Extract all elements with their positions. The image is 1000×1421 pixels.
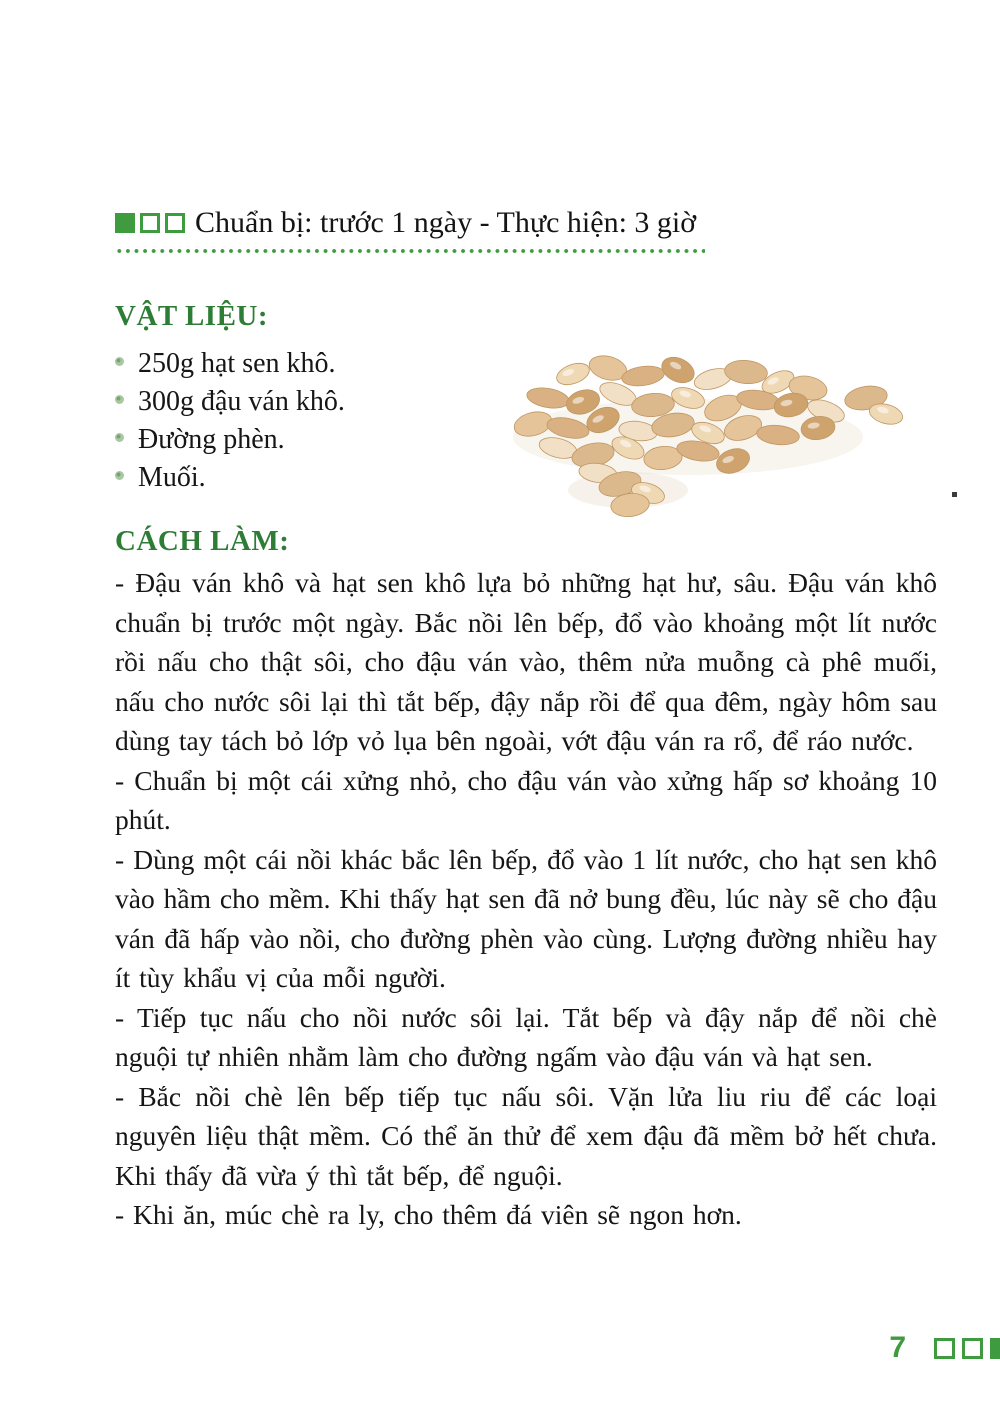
scan-speck (952, 492, 957, 497)
filled-square-icon (115, 213, 135, 233)
list-item (115, 459, 535, 497)
step-paragraph: - Đậu ván khô và hạt sen khô lựa bỏ những hạt hư, sâu. Đậu ván khô chuẩn bị trước một ngày. Bắc nồi lên bếp, đổ vào khoảng một lít nước rồi nấu cho thật sôi, cho đậu ván vào, thêm nửa muỗng cà phê muối, nấu cho nước sôi lại thì tắt bếp, đậy nắp rồi để qua đêm, ngày hôm sau dùng tay tách bỏ lớp vỏ lụa bên ngoài, vớt đậu ván ra rổ, để ráo nước. (115, 567, 937, 756)
outline-square-icon (140, 213, 160, 233)
bullet-icon (115, 471, 124, 480)
step-paragraph: - Khi ăn, múc chè ra ly, cho thêm đá viên sẽ ngon hơn. (115, 1199, 742, 1230)
ingredients-section (115, 300, 535, 497)
outline-square-icon (962, 1338, 983, 1359)
step-paragraph: - Chuẩn bị một cái xửng nhỏ, cho đậu ván vào xửng hấp sơ khoảng 10 phút. (115, 764, 937, 835)
outline-square-icon (165, 213, 185, 233)
prep-time-header (115, 206, 815, 240)
header-squares (115, 213, 185, 233)
beans-photo (478, 332, 910, 518)
ingredients-list (115, 345, 535, 497)
ingredient-text: 250g hạt sen khô. (138, 348, 336, 379)
list-item (115, 383, 535, 421)
list-item (115, 345, 535, 383)
footer-squares (934, 1338, 1000, 1359)
step-paragraph: - Tiếp tục nấu cho nồi nước sôi lại. Tắt bếp và đậy nắp để nồi chè nguội tự nhiên nhằm làm cho đường ngấm vào đậu ván và hạt sen. (115, 1001, 937, 1072)
ingredient-text: Đường phèn. (138, 424, 285, 455)
ingredients-title: VẬT LIỆU: (115, 300, 269, 332)
ingredient-text: Muối. (138, 462, 206, 493)
bullet-icon (115, 433, 124, 442)
method-title: CÁCH LÀM: (115, 525, 290, 557)
page-footer (889, 1331, 1000, 1365)
outline-square-icon (934, 1338, 955, 1359)
bullet-icon (115, 395, 124, 404)
method-steps (115, 563, 937, 1235)
page-number: 7 (889, 1331, 906, 1364)
method-section (115, 525, 937, 1235)
step-paragraph: - Dùng một cái nồi khác bắc lên bếp, đổ vào 1 lít nước, cho hạt sen khô vào hầm cho mềm. Khi thấy hạt sen đã nở bung đều, lúc này sẽ cho đậu ván đã hấp vào nồi, cho đường phèn vào cùng. Lượng đường nhiều hay ít tùy khẩu vị của mỗi người. (115, 843, 937, 993)
prep-time-text: Chuẩn bị: trước 1 ngày - Thực hiện: 3 giờ (195, 206, 697, 239)
list-item (115, 421, 535, 459)
bullet-icon (115, 357, 124, 366)
step-paragraph: - Bắc nồi chè lên bếp tiếp tục nấu sôi. Vặn lửa liu riu để các loại nguyên liệu thật mềm. Có thể ăn thử để xem đậu đã mềm bở hết chưa. Khi thấy đã vừa ý thì tắt bếp, để nguội. (115, 1080, 937, 1191)
ingredient-text: 300g đậu ván khô. (138, 386, 345, 417)
filled-square-icon (990, 1338, 1000, 1359)
dotted-divider (115, 247, 705, 255)
